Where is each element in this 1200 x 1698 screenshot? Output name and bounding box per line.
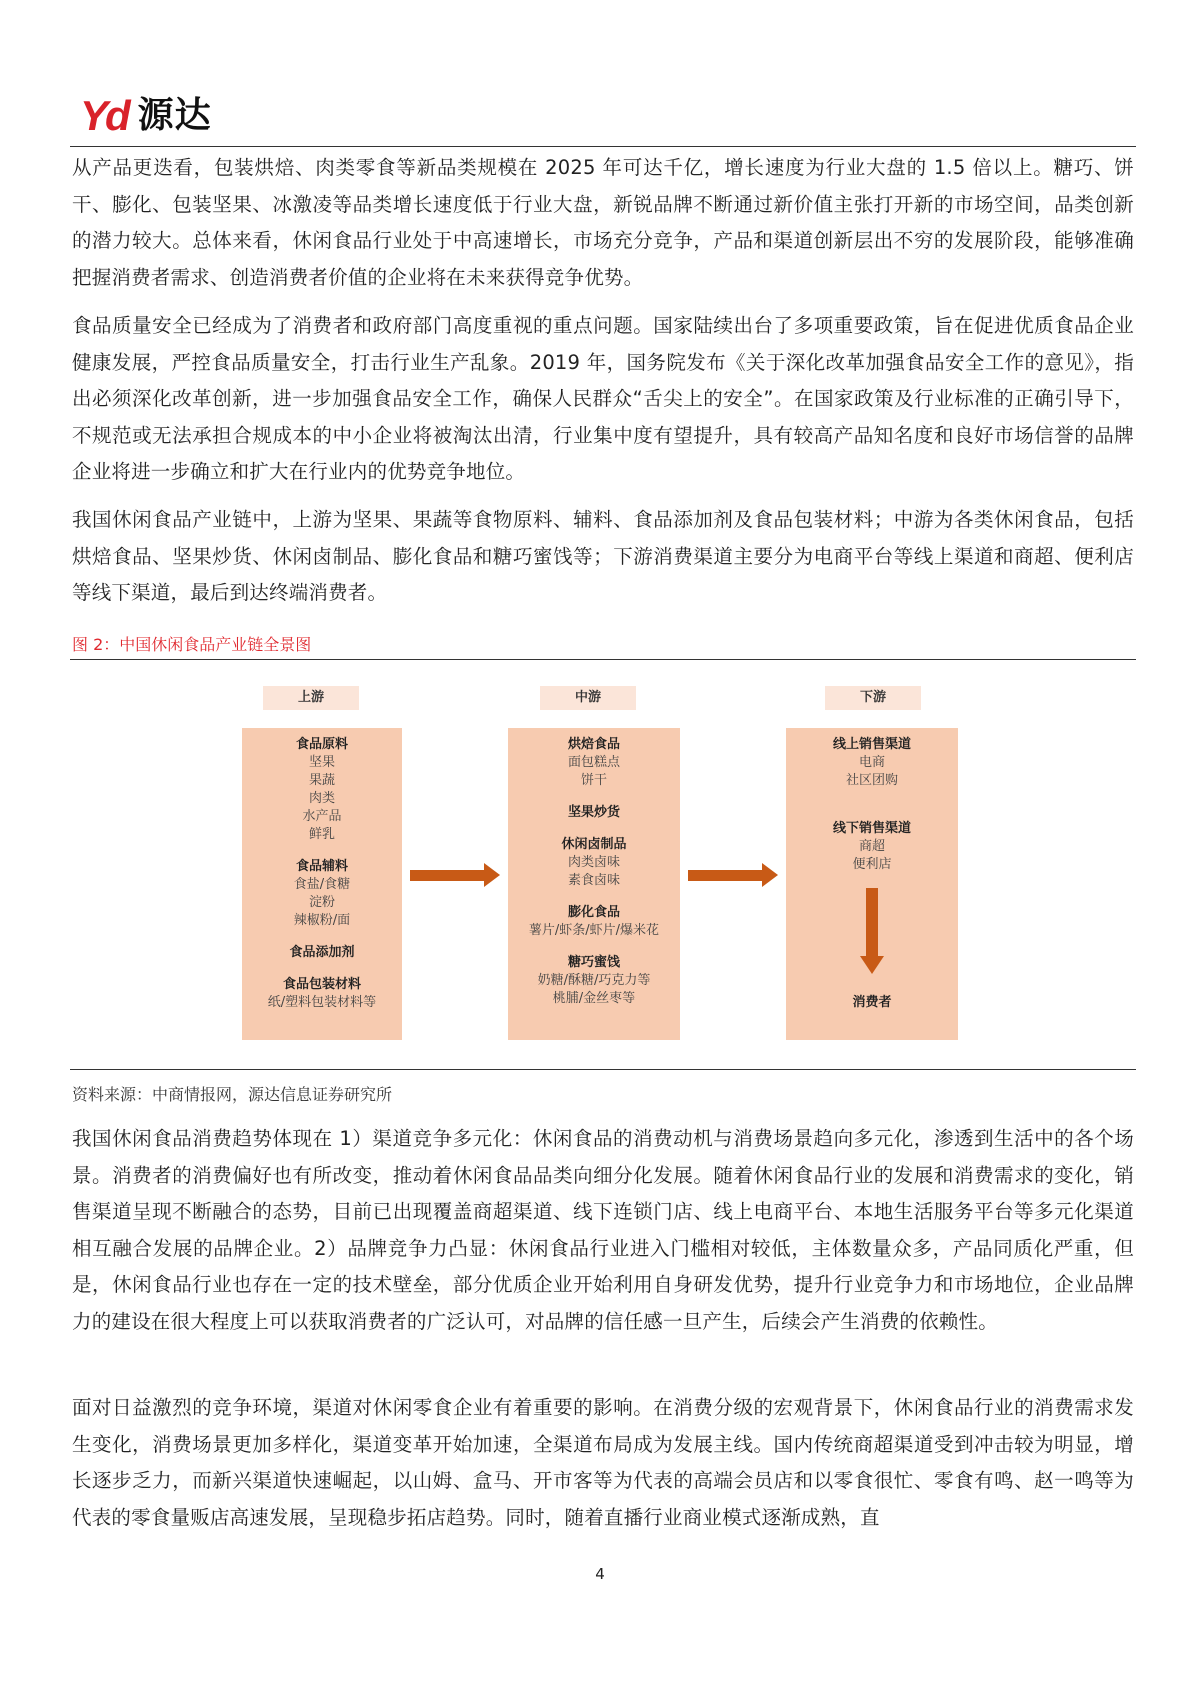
paragraph-product-trends: 从产品更迭看，包装烘焙、肉类零食等新品类规模在 2025 年可达千亿，增长速度为行业大盘的 1.5 倍以上。糖巧、饼干、膨化、包装坚果、冰激凌等品类增长速度低于行业大盘，新锐品牌不断通过新价值主张打开新的市场空间，品类创新的潜力较大。总体来看，休闲食品行业处于中高速增长，市场充分竞争，产品和渠道创新层出不穷的发展阶段，能够准确把握消费者需求、创造消费者价值的企业将在未来获得竞争优势。	[72, 156, 1134, 289]
paragraph-industry-chain: 我国休闲食品产业链中，上游为坚果、果蔬等食物原料、辅料、食品添加剂及食品包装材料；中游为各类休闲食品，包括烘焙食品、坚果炒货、休闲卤制品、膨化食品和糖巧蜜饯等；下游消费渠道主要分为电商平台等线上渠道和商超、便利店等线下渠道，最后到达终端消费者。	[72, 508, 1134, 604]
stage-label-midstream: 中游	[540, 686, 636, 710]
figure-top-rule	[70, 659, 1136, 660]
group-candy: 糖巧蜜饯 奶糖/酥糖/巧克力等 桃脯/金丝枣等	[537, 955, 651, 1006]
group-bakery: 烘焙食品 面包糕点 饼干	[567, 737, 620, 788]
figure-caption: 图 2：中国休闲食品产业链全景图	[72, 635, 312, 654]
figure-bottom-rule	[70, 1069, 1136, 1070]
arrow-right-icon	[410, 866, 500, 884]
arrow-down-icon	[860, 888, 884, 978]
final-consumer: 消费者	[852, 995, 892, 1010]
figure-source: 资料来源：中商情报网，源达信息证券研究所	[72, 1085, 393, 1104]
paragraph-channels: 面对日益激烈的竞争环境，渠道对休闲零食企业有着重要的影响。在消费分级的宏观背景下，休闲食品行业的消费需求发生变化，消费场景更加多样化，渠道变革开始加速，全渠道布局成为发展主线。国内传统商超渠道受到冲击较为明显，增长逐步乏力，而新兴渠道快速崛起，以山姆、盒马、开市客等为代表的高端会员店和以零食很忙、零食有鸣、赵一鸣等为代表的零食量贩店高速发展，呈现稳步拓店趋势。同时，随着直播行业商业模式逐渐成熟，直	[72, 1396, 1134, 1529]
group-braised: 休闲卤制品 肉类卤味 素食卤味	[561, 837, 627, 888]
group-offline-channels: 线下销售渠道 商超 便利店	[832, 821, 911, 872]
stage-box-midstream	[508, 728, 680, 1040]
industry-chain-diagram	[240, 686, 970, 1046]
header-rule	[70, 146, 1136, 147]
logo-text: 源达	[137, 95, 212, 136]
group-additives: 食品添加剂	[289, 945, 355, 960]
stage-box-downstream	[786, 728, 958, 1040]
group-packaging: 食品包装材料 纸/塑料包装材料等	[267, 977, 377, 1010]
brand-logo	[80, 92, 212, 140]
paragraph-food-safety: 食品质量安全已经成为了消费者和政府部门高度重视的重点问题。国家陆续出台了多项重要政策，旨在促进优质食品企业健康发展，严控食品质量安全，打击行业生产乱象。2019 年，国务院发布《关于深化改革加强食品安全工作的意见》，指出必须深化改革创新，进一步加强食品安全工作，确保人民群众“舌尖上的安全”。在国家政策及行业标准的正确引导下，不规范或无法承担合规成本的中小企业将被淘汰出清，行业集中度有望提升，具有较高产品知名度和良好市场信誉的品牌企业将进一步确立和扩大在行业内的优势竞争地位。	[72, 314, 1134, 483]
page-number: 4	[595, 1565, 605, 1583]
paragraph-consumption-trends: 我国休闲食品消费趋势体现在 1）渠道竞争多元化：休闲食品的消费动机与消费场景趋向多元化，渗透到生活中的各个场景。消费者的消费偏好也有所改变，推动着休闲食品品类向细分化发展。随着休闲食品行业的发展和消费需求的变化，销售渠道呈现不断融合的态势，目前已出现覆盖商超渠道、线下连锁门店、线上电商平台、本地生活服务平台等多元化渠道相互融合发展的品牌企业。2）品牌竞争力凸显：休闲食品行业进入门槛相对较低，主体数量众多，产品同质化严重，但是，休闲食品行业也存在一定的技术壁垒，部分优质企业开始利用自身研发优势，提升行业竞争力和市场地位，企业品牌力的建设在很大程度上可以获取消费者的广泛认可，对品牌的信任感一旦产生，后续会产生消费的依赖性。	[72, 1127, 1134, 1333]
group-online-channels: 线上销售渠道 电商 社区团购	[832, 737, 911, 788]
stage-label-downstream: 下游	[825, 686, 921, 710]
group-puffed: 膨化食品 薯片/虾条/虾片/爆米花	[528, 905, 660, 938]
group-raw-materials: 食品原料 坚果 果蔬 肉类 水产品 鲜乳	[295, 737, 348, 842]
stage-label-upstream: 上游	[263, 686, 359, 710]
arrow-right-icon	[688, 866, 778, 884]
stage-box-upstream	[242, 728, 402, 1040]
group-auxiliary: 食品辅料 食盐/食糖 淀粉 辣椒粉/面	[293, 859, 351, 928]
logo-mark: Yd	[80, 92, 128, 139]
group-nuts: 坚果炒货	[567, 805, 620, 820]
